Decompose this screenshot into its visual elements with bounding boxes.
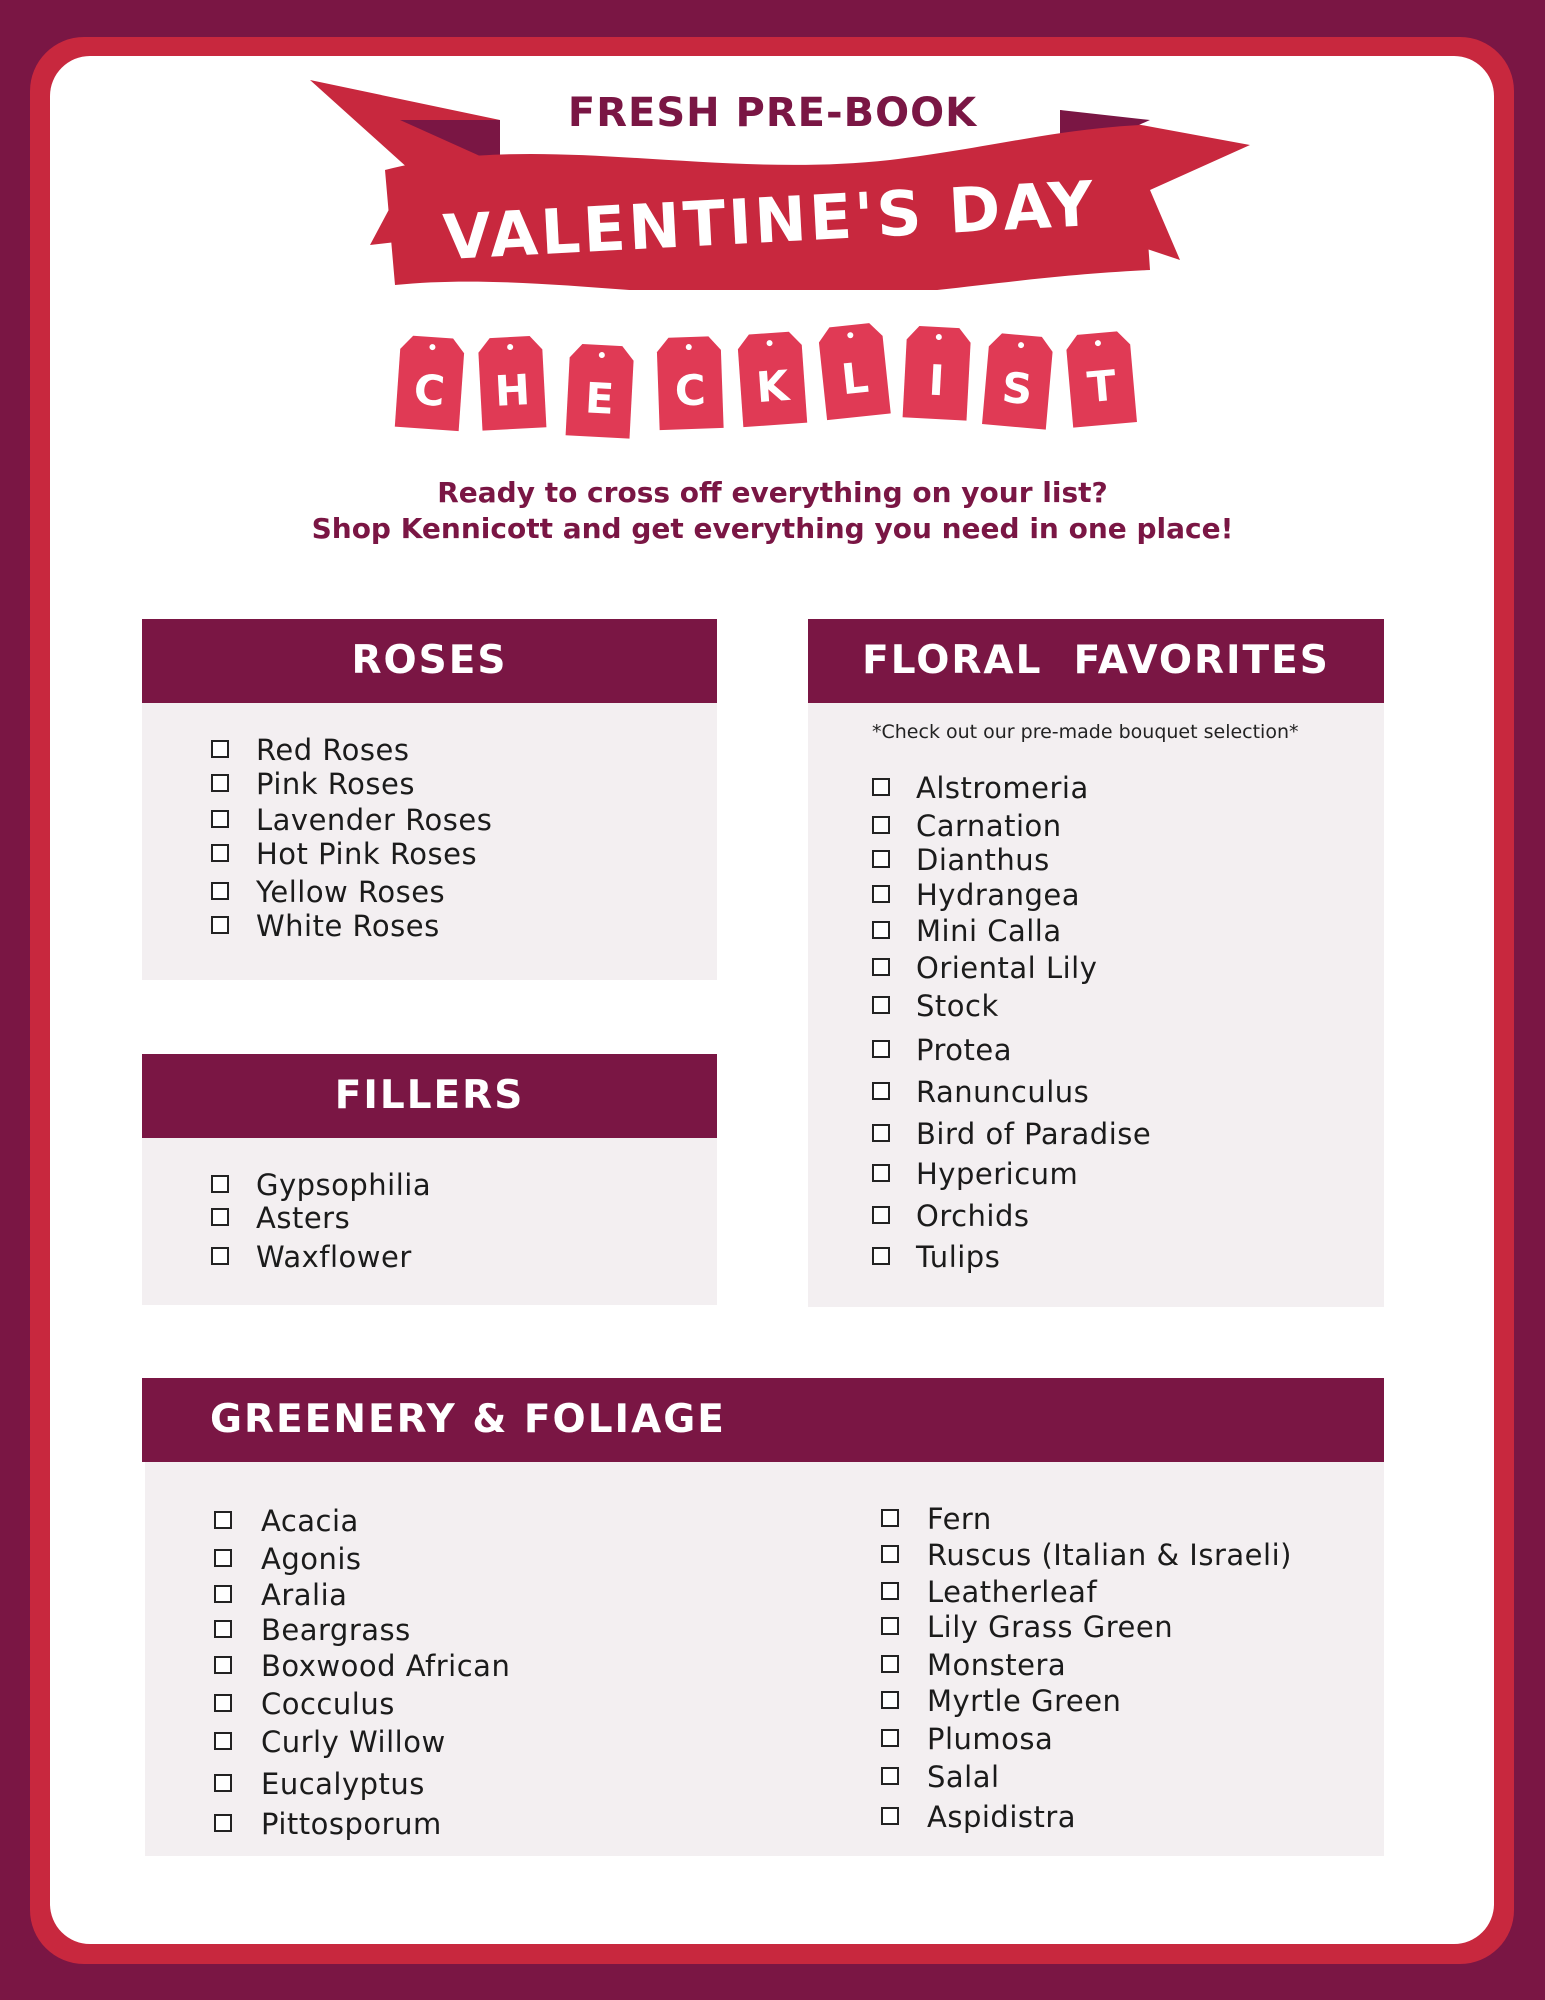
checkbox[interactable] xyxy=(872,1164,890,1182)
checklist-item: Gypsophilia xyxy=(256,1168,432,1202)
tag-letter-8 xyxy=(982,332,1054,429)
tag-letter-text: I xyxy=(927,355,946,406)
checklist-item: Protea xyxy=(916,1033,1012,1067)
checkbox[interactable] xyxy=(214,1656,232,1674)
checkbox[interactable] xyxy=(211,916,229,934)
checklist-item: Yellow Roses xyxy=(256,875,446,909)
checkbox[interactable] xyxy=(881,1617,899,1635)
checklist-item: Agonis xyxy=(261,1542,362,1576)
checkbox[interactable] xyxy=(211,810,229,828)
checkbox[interactable] xyxy=(872,816,890,834)
checklist-item: Hot Pink Roses xyxy=(256,837,478,871)
checkbox[interactable] xyxy=(872,996,890,1014)
checkbox[interactable] xyxy=(211,1175,229,1193)
tag-letter-2 xyxy=(478,335,547,430)
checklist-item: Asters xyxy=(256,1201,351,1235)
checkbox[interactable] xyxy=(872,1082,890,1100)
checkbox[interactable] xyxy=(881,1655,899,1673)
checklist-item: Plumosa xyxy=(927,1722,1054,1756)
tag-letter-text: S xyxy=(1000,362,1035,415)
tag-letter-text: K xyxy=(754,360,791,413)
checklist-item: Leatherleaf xyxy=(927,1575,1098,1609)
tag-letter-1 xyxy=(395,335,465,431)
checklist-item: Red Roses xyxy=(256,733,410,767)
checklist-item: Ruscus (Italian & Israeli) xyxy=(927,1538,1292,1572)
checkbox[interactable] xyxy=(872,778,890,796)
checkbox[interactable] xyxy=(211,882,229,900)
checkbox[interactable] xyxy=(881,1582,899,1600)
checklist-item: Myrtle Green xyxy=(927,1684,1122,1718)
checklist-item: Salal xyxy=(927,1760,1000,1794)
checkbox[interactable] xyxy=(872,921,890,939)
checkbox[interactable] xyxy=(214,1585,232,1603)
checklist-item: Cocculus xyxy=(261,1687,395,1721)
tag-letter-5 xyxy=(737,331,807,427)
tag-letter-9 xyxy=(1065,330,1137,427)
fillers-panel xyxy=(142,1138,717,1305)
tag-letter-text: C xyxy=(412,364,447,416)
checkbox[interactable] xyxy=(881,1767,899,1785)
eyebrow-title: FRESH PRE-BOOK xyxy=(567,90,978,136)
checkbox[interactable] xyxy=(872,885,890,903)
banner-title: VALENTINE'S DAY xyxy=(441,166,1098,275)
checkbox[interactable] xyxy=(211,740,229,758)
checklist-item: Eucalyptus xyxy=(261,1767,425,1801)
greenery-header: GREENERY & FOLIAGE xyxy=(142,1378,1384,1462)
floral-panel xyxy=(808,703,1384,1307)
tag-letter-text: T xyxy=(1085,360,1119,413)
checklist-item: Beargrass xyxy=(261,1613,411,1647)
checkbox[interactable] xyxy=(872,850,890,868)
checklist-item: Acacia xyxy=(261,1504,359,1538)
checklist-item: Waxflower xyxy=(256,1240,412,1274)
checkbox[interactable] xyxy=(872,1247,890,1265)
checklist-item: Curly Willow xyxy=(261,1725,446,1759)
checkbox[interactable] xyxy=(214,1732,232,1750)
checklist-item: Stock xyxy=(916,989,999,1023)
checkbox[interactable] xyxy=(881,1729,899,1747)
checklist-item: Lavender Roses xyxy=(256,803,493,837)
checkbox[interactable] xyxy=(872,1040,890,1058)
tag-letter-text: C xyxy=(674,365,707,416)
checklist-item: Hydrangea xyxy=(916,878,1080,912)
checkbox[interactable] xyxy=(214,1620,232,1638)
checklist-item: Mini Calla xyxy=(916,914,1062,948)
checklist-item: Aspidistra xyxy=(927,1800,1077,1834)
checklist-item: Aralia xyxy=(261,1578,348,1612)
tag-letter-text: H xyxy=(493,365,532,416)
checkbox[interactable] xyxy=(881,1807,899,1825)
checklist-item: Boxwood African xyxy=(261,1649,511,1683)
valentines-banner xyxy=(290,70,1270,290)
tag-letter-text: E xyxy=(583,373,616,424)
checklist-item: Monstera xyxy=(927,1648,1067,1682)
tag-letter-4 xyxy=(656,336,723,430)
checklist-item: Lily Grass Green xyxy=(927,1610,1174,1644)
checklist-item: Dianthus xyxy=(916,843,1050,877)
checkbox[interactable] xyxy=(872,1124,890,1142)
checklist-item: Carnation xyxy=(916,809,1062,843)
checkbox[interactable] xyxy=(214,1511,232,1529)
checklist-tags xyxy=(390,315,1150,445)
tagline-line-1: Ready to cross off everything on your list? xyxy=(437,476,1108,509)
tagline-line-2: Shop Kennicott and get everything you need in one place! xyxy=(311,512,1234,545)
checklist-item: Bird of Paradise xyxy=(916,1117,1152,1151)
checkbox[interactable] xyxy=(881,1691,899,1709)
roses-header: ROSES xyxy=(142,619,717,703)
checklist-item: Pink Roses xyxy=(256,767,415,801)
checkbox[interactable] xyxy=(214,1549,232,1567)
checkbox[interactable] xyxy=(872,1206,890,1224)
tag-letter-3 xyxy=(566,343,635,438)
checkbox[interactable] xyxy=(214,1694,232,1712)
greenery-panel xyxy=(145,1462,1384,1856)
roses-panel xyxy=(142,703,717,980)
checkbox[interactable] xyxy=(214,1814,232,1832)
checkbox[interactable] xyxy=(214,1774,232,1792)
floral-header: FLORAL FAVORITES xyxy=(808,619,1384,703)
tag-letter-text: L xyxy=(839,352,871,405)
checkbox[interactable] xyxy=(881,1509,899,1527)
checklist-item: Pittosporum xyxy=(261,1807,442,1841)
checklist-item: Ranunculus xyxy=(916,1075,1090,1109)
bouquet-note: *Check out our pre-made bouquet selection* xyxy=(872,721,1299,743)
checklist-item: Fern xyxy=(927,1502,992,1536)
checkbox[interactable] xyxy=(211,844,229,862)
tag-letter-7 xyxy=(903,325,972,420)
checklist-item: White Roses xyxy=(256,909,440,943)
checkbox[interactable] xyxy=(211,1208,229,1226)
checklist-item: Orchids xyxy=(916,1199,1030,1233)
checkbox[interactable] xyxy=(872,958,890,976)
checklist-item: Alstromeria xyxy=(916,771,1089,805)
fillers-header: FILLERS xyxy=(142,1054,717,1138)
checklist-item: Oriental Lily xyxy=(916,951,1098,985)
checklist-item: Hypericum xyxy=(916,1157,1079,1191)
checkbox[interactable] xyxy=(881,1545,899,1563)
checkbox[interactable] xyxy=(211,1247,229,1265)
checklist-item: Tulips xyxy=(916,1240,1001,1274)
checkbox[interactable] xyxy=(211,774,229,792)
tag-letter-6 xyxy=(817,322,890,420)
